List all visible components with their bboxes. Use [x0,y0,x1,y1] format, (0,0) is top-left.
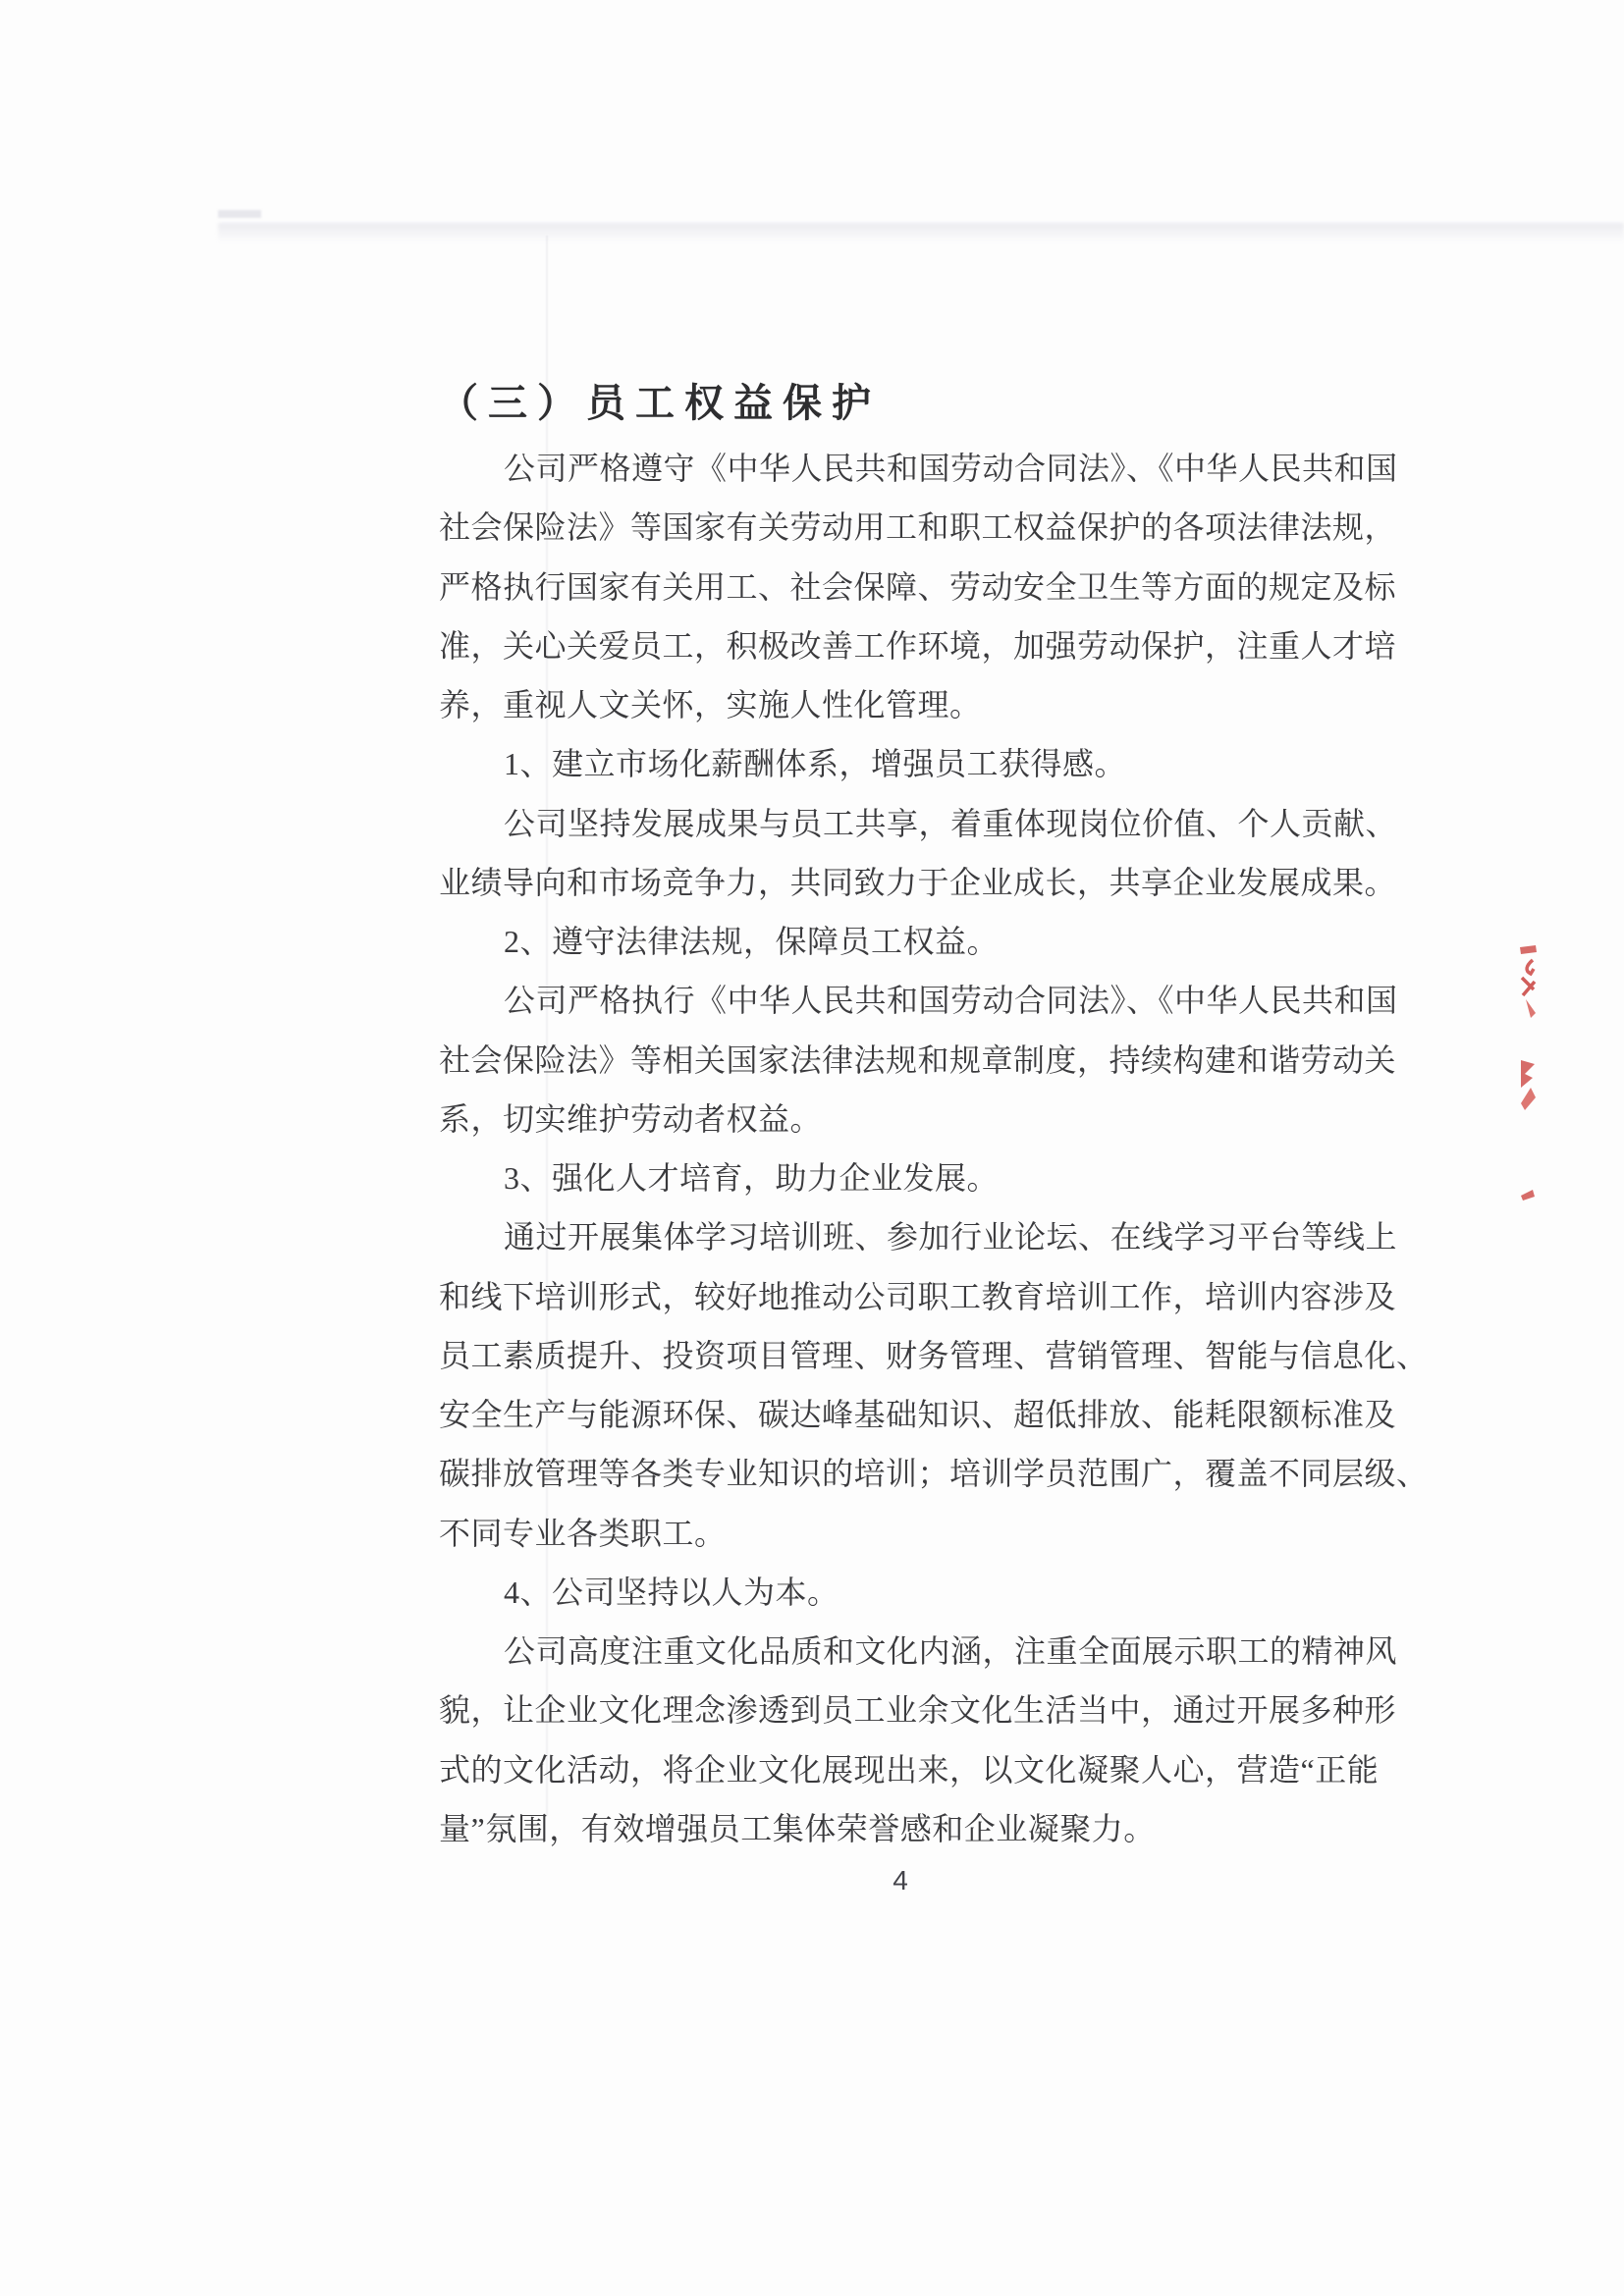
document-line: 业绩导向和市场竞争力，共同致力于企业成长，共享企业发展成果。 [439,864,1397,900]
document-line: 3、强化人才培育，助力企业发展。 [504,1160,1000,1196]
document-line: 安全生产与能源环保、碳达峰基础知识、超低排放、能耗限额标准及 [439,1397,1397,1432]
document-line: 公司坚持发展成果与员工共享，着重体现岗位价值、个人贡献、 [504,805,1398,841]
document-line: 不同专业各类职工。 [439,1515,727,1551]
document-line: 4、公司坚持以人为本。 [504,1574,839,1610]
document-line: 和线下培训形式，较好地推动公司职工教育培训工作，培训内容涉及 [439,1278,1397,1314]
document-line: 员工素质提升、投资项目管理、财务管理、营销管理、智能与信息化、 [439,1337,1429,1373]
page-number: 4 [893,1865,908,1896]
document-line: 严格执行国家有关用工、社会保障、劳动安全卫生等方面的规定及标 [439,568,1397,605]
document-line: 1、建立市场化薪酬体系，增强员工获得感。 [504,746,1127,782]
document-line: 式的文化活动，将企业文化展现出来，以文化凝聚人心，营造“正能 [439,1751,1380,1788]
document-line: 通过开展集体学习培训班、参加行业论坛、在线学习平台等线上 [504,1219,1398,1255]
document-body [439,375,1429,1858]
section-heading: （三）员工权益保护 [439,381,881,425]
document-line: 社会保险法》等国家有关劳动用工和职工权益保护的各项法律法规， [439,509,1397,546]
document-line: 社会保险法》等相关国家法律法规和规章制度，持续构建和谐劳动关 [439,1041,1397,1078]
document-line: 养，重视人文关怀，实施人性化管理。 [439,687,982,722]
document-line: 公司严格执行《中华人民共和国劳动合同法》、《中华人民共和国 [504,983,1398,1019]
document-line: 准，关心关爱员工，积极改善工作环境，加强劳动保护，注重人才培 [439,627,1397,664]
red-stamp-fragment-3 [1519,1188,1537,1201]
document-line: 量”氛围，有效增强员工集体荣誉感和企业凝聚力。 [439,1810,1156,1846]
document-line: 系，切实维护劳动者权益。 [439,1100,823,1137]
document-line: 碳排放管理等各类专业知识的培训；培训学员范围广，覆盖不同层级、 [439,1456,1429,1492]
scan-edge-shadow [218,223,1624,242]
document-line: 貌，让企业文化理念渗透到员工业余文化生活当中，通过开展多种形 [439,1692,1397,1729]
document-line: 2、遵守法律法规，保障员工权益。 [504,924,1000,959]
red-stamp-fragment-2 [1517,1058,1539,1113]
document-line: 公司高度注重文化品质和文化内涵，注重全面展示职工的精神风 [504,1633,1398,1669]
red-stamp-fragment-1 [1517,944,1539,1023]
document-line: 公司严格遵守《中华人民共和国劳动合同法》、《中华人民共和国 [504,451,1398,486]
scan-edge-dash [218,210,261,218]
